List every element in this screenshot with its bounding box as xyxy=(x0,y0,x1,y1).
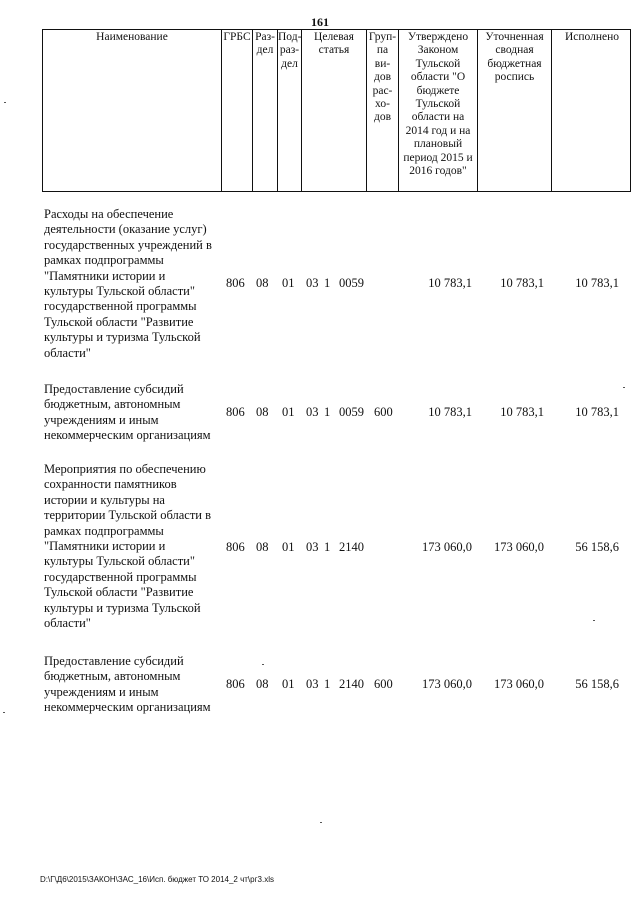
row-target-program: 03 xyxy=(306,405,319,419)
header-approved: Утверждено Законом Тульской области "О бюджете Тульской области на 2014 год и на плановый период 2015 и 2016 годов" xyxy=(398,30,477,191)
row-razdel: 08 xyxy=(256,276,269,290)
row-name: Мероприятия по обеспечению сохранности памятников истории и культуры на территории Тульской области в рамках подпрограммы "Памятники истории и культуры Тульской области" государственной программы Тульской области "Развитие культуры и туризма Тульской области" xyxy=(44,462,212,631)
row-refined: 10 783,1 xyxy=(500,405,544,419)
row-name: Предоставление субсидий бюджетным, автономным учреждениям и иным некоммерческим организациям xyxy=(44,654,211,715)
row-podrazdel: 01 xyxy=(282,677,295,691)
row-approved: 173 060,0 xyxy=(422,677,472,691)
row-name: Предоставление субсидий бюджетным, автономным учреждениям и иным некоммерческим организациям xyxy=(44,382,211,443)
row-podrazdel: 01 xyxy=(282,540,295,554)
row-target-code: 2140 xyxy=(339,677,364,691)
row-podrazdel: 01 xyxy=(282,276,295,290)
row-grbs: 806 xyxy=(226,540,245,554)
row-executed: 56 158,6 xyxy=(575,540,619,554)
header-name: Наименование xyxy=(96,31,168,43)
table-header xyxy=(42,29,631,192)
row-approved: 10 783,1 xyxy=(428,405,472,419)
row-target-program: 03 xyxy=(306,540,319,554)
row-executed: 10 783,1 xyxy=(575,276,619,290)
scan-speck xyxy=(320,822,322,823)
row-podrazdel: 01 xyxy=(282,405,295,419)
row-vr: 600 xyxy=(374,405,393,419)
scan-speck xyxy=(3,712,5,713)
file-path-footer: D:\Г\Д6\2015\ЗАКОН\ЗАС_16\Исп. бюджет ТО 2014_2 чт\рг3.xls xyxy=(40,875,274,884)
header-refined: Уточненная сводная бюджетная роспись xyxy=(477,30,551,191)
row-refined: 173 060,0 xyxy=(494,540,544,554)
row-vr: 600 xyxy=(374,677,393,691)
row-name: Расходы на обеспечение деятельности (оказание услуг) государственных учреждений в рамках подпрограммы "Памятники истории и культуры Тульской области" государственной программы Тульской области "Развитие культуры и туризма Тульской области" xyxy=(44,207,212,360)
row-target-subprogram: 1 xyxy=(324,540,331,554)
row-grbs: 806 xyxy=(226,276,245,290)
row-approved: 173 060,0 xyxy=(422,540,472,554)
header-target: Целевая статья xyxy=(301,30,366,191)
header-grbs: ГРБС xyxy=(221,30,252,191)
header-executed: Исполнено xyxy=(551,30,632,191)
row-approved: 10 783,1 xyxy=(428,276,472,290)
row-target-subprogram: 1 xyxy=(324,276,331,290)
header-vr: Груп- па ви- дов рас- хо- дов xyxy=(366,30,398,191)
row-razdel: 08 xyxy=(256,540,269,554)
row-razdel: 08 xyxy=(256,677,269,691)
scan-speck xyxy=(593,620,595,621)
row-target-code: 0059 xyxy=(339,405,364,419)
page-number: 161 xyxy=(311,15,329,29)
scan-speck xyxy=(4,102,6,103)
row-target-code: 2140 xyxy=(339,540,364,554)
row-grbs: 806 xyxy=(226,677,245,691)
row-grbs: 806 xyxy=(226,405,245,419)
row-target-subprogram: 1 xyxy=(324,677,331,691)
scan-speck xyxy=(262,664,264,665)
header-podrazdel: Под- раз- дел xyxy=(277,30,301,191)
row-executed: 56 158,6 xyxy=(575,677,619,691)
row-target-subprogram: 1 xyxy=(324,405,331,419)
row-target-code: 0059 xyxy=(339,276,364,290)
row-target-program: 03 xyxy=(306,677,319,691)
row-target-program: 03 xyxy=(306,276,319,290)
row-executed: 10 783,1 xyxy=(575,405,619,419)
scan-speck xyxy=(623,387,625,388)
row-refined: 173 060,0 xyxy=(494,677,544,691)
header-razdel: Раз- дел xyxy=(252,30,277,191)
row-razdel: 08 xyxy=(256,405,269,419)
row-refined: 10 783,1 xyxy=(500,276,544,290)
